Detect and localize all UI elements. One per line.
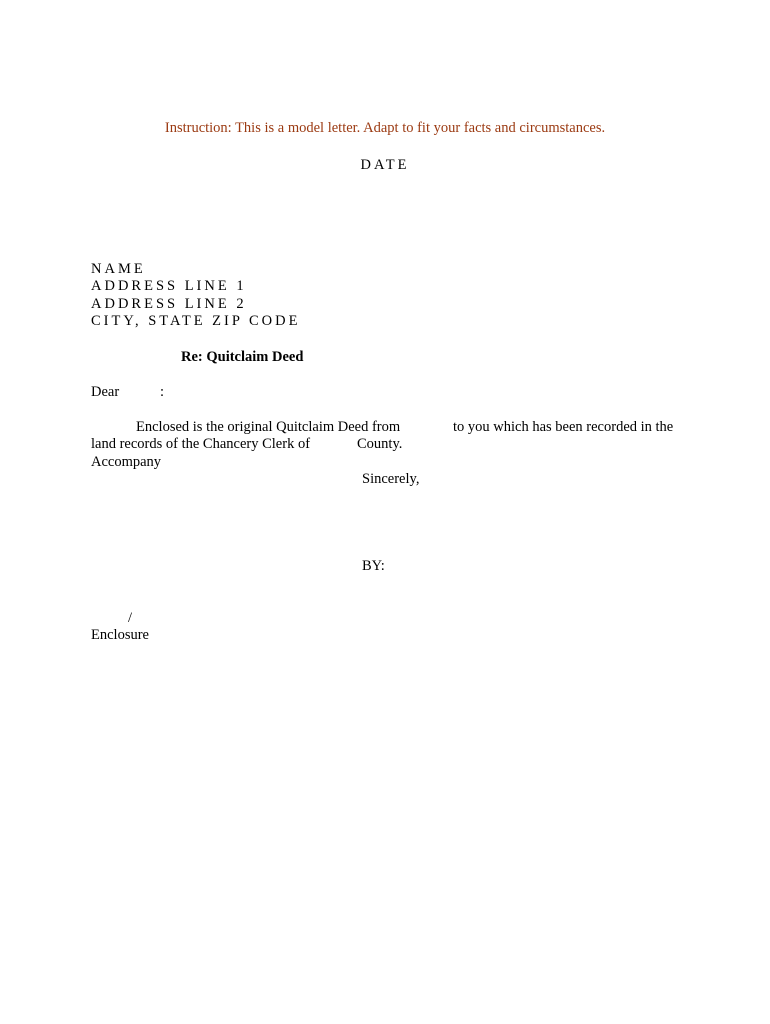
- body-line-1-part-2: to you which has been recorded in the: [453, 419, 674, 435]
- date-placeholder: DATE: [360, 157, 410, 173]
- salutation-colon: :: [160, 384, 165, 400]
- body-line-2-part-1: land records of the Chancery Clerk of: [91, 436, 311, 452]
- recipient-city-state-zip: CITY, STATE ZIP CODE: [91, 313, 301, 329]
- recipient-address-line-2: ADDRESS LINE 2: [91, 296, 247, 312]
- body-line-3: Accompany: [91, 454, 162, 470]
- salutation: Dear: [91, 384, 120, 400]
- recipient-address-line-1: ADDRESS LINE 1: [91, 278, 247, 294]
- body-line-2-part-2: County.: [357, 436, 403, 452]
- enclosure-note: Enclosure: [91, 627, 149, 643]
- signature-by-label: BY:: [362, 558, 385, 574]
- body-line-1-part-1: Enclosed is the original Quitclaim Deed from: [136, 419, 401, 435]
- initials-separator: /: [128, 610, 133, 626]
- recipient-name: NAME: [91, 261, 146, 277]
- closing: Sincerely,: [362, 471, 420, 487]
- instruction-note: Instruction: This is a model letter. Adapt to fit your facts and circumstances.: [164, 120, 606, 136]
- re-line: Re: Quitclaim Deed: [181, 349, 304, 365]
